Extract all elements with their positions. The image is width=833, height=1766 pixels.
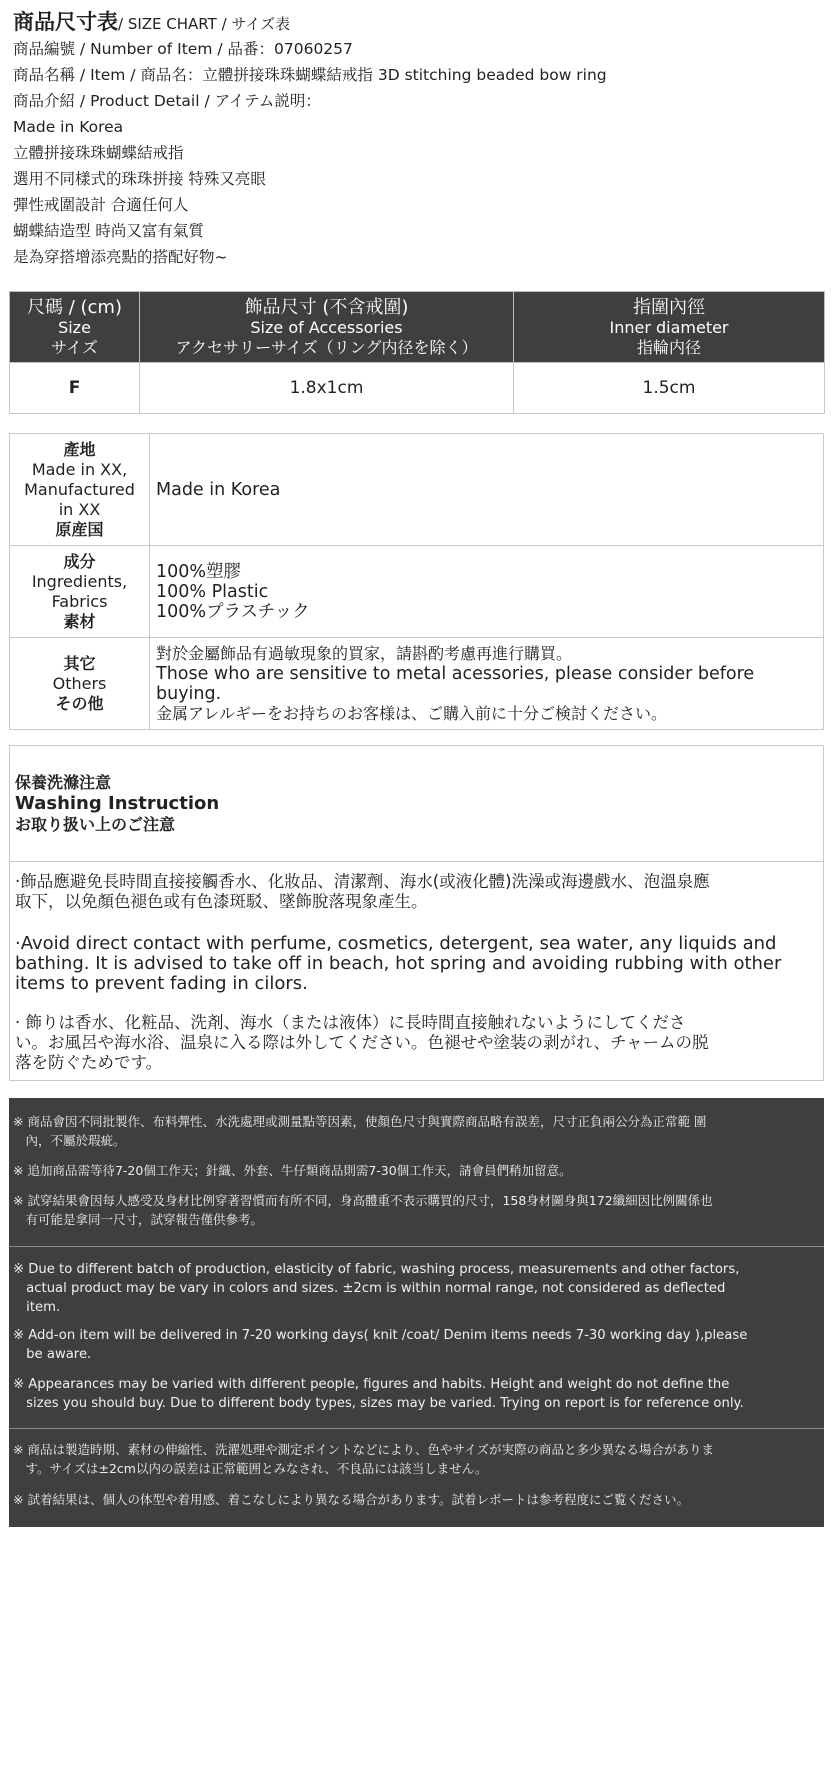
- detail-line: 彈性戒圍設計 合適任何人: [13, 196, 189, 214]
- ingredients-row: [10, 546, 824, 638]
- divider: [9, 1428, 824, 1429]
- note-line: ※ 商品は製造時期、素材の伸縮性、洗濯処理や測定ポイントなどにより、色やサイズが実際の商品と多少異なる場合がありま: [13, 1442, 714, 1457]
- header-accessory-size: 飾品尺寸 (不含戒圍) Size of Accessories アクセサリーサイズ（リング内径を除く）: [140, 292, 514, 363]
- origin-value: Made in Korea: [150, 434, 824, 546]
- washing-title: 保養洗滌注意 Washing Instruction お取り扱い上のご注意: [15, 773, 220, 834]
- size-table-header: [10, 292, 825, 363]
- note-line: ※ Due to different batch of production, elasticity of fabric, washing process, measurements and other factors,: [13, 1262, 740, 1277]
- note-line: ※ 追加商品需等待7-20個工作天；針織、外套、牛仔類商品則需7-30個工作天，請會員們稍加留意。: [13, 1163, 572, 1178]
- table-row: [10, 363, 825, 414]
- note-line: be aware.: [13, 1347, 92, 1362]
- note-line: ※ 商品會因不同批製作、布料彈性、水洗處理或測量點等因素，使顏色尺寸與實際商品略有誤差，尺寸正負兩公分為正常範 圍: [13, 1114, 707, 1129]
- note-line: す。サイズは±2cm以内の誤差は正常範囲とみなされ、不良品には該当しません。: [13, 1461, 488, 1476]
- note-line: actual product may be vary in colors and sizes. ±2cm is within normal range, not considered as deflected: [13, 1281, 726, 1296]
- cell-inner-diameter: 1.5cm: [514, 363, 825, 414]
- ingredients-label: 成分 Ingredients, Fabrics 素材: [10, 546, 150, 638]
- note-line: ※ Appearances may be varied with different people, figures and habits. Height and weight do not define the: [13, 1377, 730, 1392]
- product-header: [13, 8, 823, 270]
- note-line: 內，不屬於瑕疵。: [13, 1133, 126, 1148]
- note-line: sizes you should buy. Due to different body types, sizes may be varied. Trying on report is for reference only.: [13, 1396, 744, 1411]
- detail-line: Made in Korea: [13, 118, 124, 136]
- detail-line: 選用不同樣式的珠珠拼接 特殊又亮眼: [13, 170, 266, 188]
- washing-text-ja: · 飾りは香水、化粧品、洗剤、海水（または液体）に長時間直接触れないようにしてくださ い。お風呂や海水浴、温泉に入る際は外してください。色褪せや塗装の剥がれ、チャームの脱 落を防ぐためです。: [15, 1013, 709, 1072]
- divider: [9, 1246, 824, 1247]
- washing-instruction-box: [9, 745, 824, 1081]
- title-main: 商品尺寸表: [13, 10, 118, 34]
- note-line: ※ 試着結果は、個人の体型や着用感、着こなしにより異なる場合があります。試着レポートは参考程度にご覧ください。: [13, 1492, 689, 1507]
- note-line: 有可能是拿同一尺寸，試穿報告僅供參考。: [13, 1212, 264, 1227]
- cell-accessory-size: 1.8x1cm: [140, 363, 514, 414]
- header-size: 尺碼 / (cm) Size サイズ: [10, 292, 140, 363]
- note-line: ※ Add-on item will be delivered in 7-20 working days( knit /coat/ Denim items needs 7-30 working day ),please: [13, 1328, 748, 1343]
- header-inner-diameter: 指圍內徑 Inner diameter 指輪内径: [514, 292, 825, 363]
- divider: [10, 861, 823, 862]
- info-table: [9, 433, 824, 730]
- origin-row: [10, 434, 824, 546]
- size-table: [9, 291, 825, 414]
- note-line: ※ 試穿結果會因每人感受及身材比例穿著習慣而有所不同，身高體重不表示購買的尺寸，158身材圖身與172纖細因比例關係也: [13, 1193, 713, 1208]
- ingredients-value: 100%塑膠 100% Plastic 100%プラスチック: [150, 546, 824, 638]
- others-value: 對於金屬飾品有過敏現象的買家，請斟酌考慮再進行購買。 Those who are sensitive to metal acessories, please consider before buying. 金属アレルギーをお持ちのお客様は、ご購入前に十分ご検討ください。: [150, 638, 824, 730]
- item-name: 商品名稱 / Item / 商品名：立體拼接珠珠蝴蝶結戒指 3D stitching beaded bow ring: [13, 66, 607, 84]
- detail-line: 是為穿搭增添亮點的搭配好物~: [13, 248, 228, 266]
- origin-label: 產地 Made in XX, Manufactured in XX 原産国: [10, 434, 150, 546]
- others-row: [10, 638, 824, 730]
- page-title: [13, 8, 823, 36]
- detail-line: 立體拼接珠珠蝴蝶結戒指: [13, 144, 184, 162]
- washing-text-en: ·Avoid direct contact with perfume, cosmetics, detergent, sea water, any liquids and bathing. It is advised to take off in beach, hot spring and avoiding rubbing with other items to prevent fading in cilors.: [15, 933, 782, 994]
- title-sub: / SIZE CHART / サイズ表: [118, 15, 291, 33]
- note-line: item.: [13, 1300, 61, 1315]
- others-label: 其它 Others その他: [10, 638, 150, 730]
- cell-size: F: [10, 363, 140, 414]
- washing-text-zh: ·飾品應避免長時間直接接觸香水、化妝品、清潔劑、海水(或液化體)洗澡或海邊戲水、泡溫泉應 取下，以免顏色褪色或有色漆斑駁、墜飾脫落現象產生。: [15, 872, 710, 911]
- detail-label: 商品介紹 / Product Detail / アイテム説明：: [13, 92, 321, 110]
- item-number: 商品編號 / Number of Item / 品番：07060257: [13, 40, 353, 58]
- detail-line: 蝴蝶結造型 時尚又富有氣質: [13, 222, 204, 240]
- notes-box: [9, 1098, 824, 1527]
